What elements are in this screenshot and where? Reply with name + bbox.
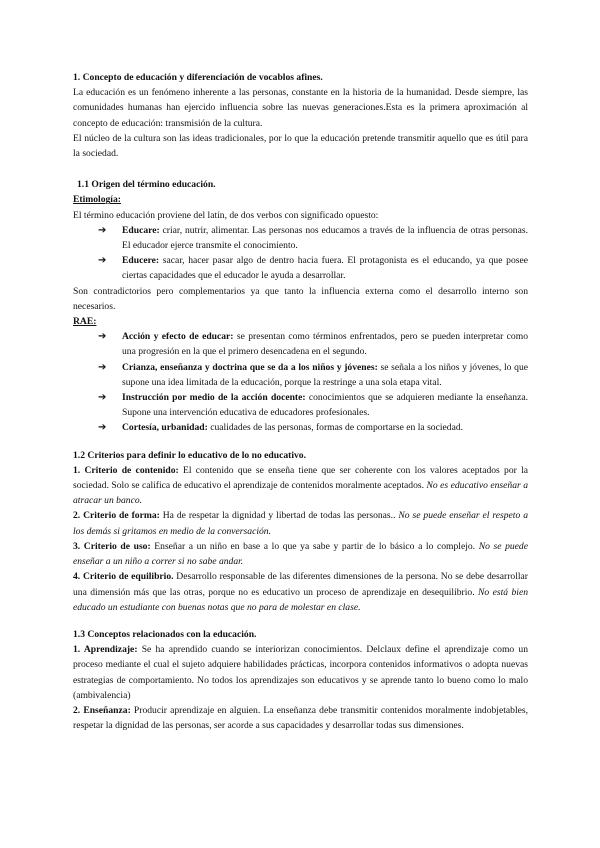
section-1-paragraph-2: El núcleo de la cultura son las ideas tradicionales, por lo que la educación pretende transmitir aquello que es útil para la sociedad. [73,132,528,160]
list-item-text: se presentan como términos enfrentados, pero se pueden interpretar como una progresión en la que el primero desencadena en el segundo. [122,331,528,358]
etimologia-list [73,223,528,284]
arrow-icon: ➔ [98,392,107,404]
concepto-term: 2. Enseñanza: [73,704,131,716]
criterio-contenido [73,463,528,509]
list-item-term: Instrucción por medio de la acción docente: [122,392,306,404]
criterio-example: No se puede enseñar a un niño a correr si no sabe andar. [73,540,528,568]
arrow-icon: ➔ [98,224,107,236]
criterio-example: No está bien educado un estudiante con buenas notas que no para de molestar en clase. [73,586,529,613]
concepto-text: Producir aprendizaje en alguien. La enseñanza debe transmitir contenidos moralmente indobjetables, respetar la dignidad de las personas, ser acorde a sus capacidades y desarrollar todas sus dimensiones. [73,704,529,732]
criterio-term: 1. Criterio de contenido: [73,464,179,476]
arrow-icon: ➔ [98,331,107,343]
section-1-2-title: 1.2 Criterios para definir lo educativo de lo no educativo. [73,449,306,461]
criterio-text: El contenido que se enseña tiene que ser coherente con los valores aceptados por la sociedad. Solo se califica de educativo el aprendizaje de contenidos moralmente aceptados. [73,464,528,492]
concepto-text: Se ha aprendido cuando se interiorizan conocimientos. Delclaux define el aprendizaje como un proceso mediante el cual el sujeto adquiere habilidades prácticas, incorpora contenidos informativos o adopta nuevas estrategias de comportamiento. No todos los aprendizajes son educativos y se aprende tanto lo bueno como lo malo (ambivalencia) [73,644,528,701]
document-page [73,70,528,733]
criterio-text: Desarrollo responsable de las diferentes dimensiones de la persona. No se debe desarrollar una dimensión más que las otras, porque no es educativo un proceso de aprendizaje en desequilibrio. [73,571,528,598]
arrow-icon: ➔ [98,361,107,373]
criterio-example: No se puede enseñar el respeto a los demás si gritamos en medio de la conversación. [73,510,528,537]
criterio-text: Enseñar a un niño en base a lo que ya sabe y partir de lo básico a lo complejo. [150,540,479,552]
list-item [98,223,528,253]
list-item-text: sacar, hacer pasar algo de dentro hacia fuera. El protagonista es el educando, ya que posee ciertas capacidades que el educador le ayuda a desarrollar. [122,255,528,282]
etimologia-outro: Son contradictorios pero complementarios ya que tanto la influencia externa como el desarrollo interno son necesarios. [73,285,528,312]
section-1-3-title: 1.3 Conceptos relacionados con la educación. [73,628,257,640]
arrow-icon: ➔ [98,255,107,267]
list-item-text: criar, nutrir, alimentar. Las personas nos educamos a través de la influencia de otras personas. El educador ejerce transmite el conocimiento. [122,224,528,252]
list-item [98,390,528,420]
arrow-icon: ➔ [98,422,107,434]
list-item [98,253,528,283]
criterio-text: Ha de respetar la dignidad y libertad de todas las personas.. [159,510,399,522]
etimologia-label: Etimología: [73,194,121,206]
criterio-uso [73,539,528,569]
criterio-example: No es educativo enseñar a atracar un banco. [73,480,528,507]
concepto-ensenanza [73,703,528,733]
list-item-term: Educere: [122,255,160,267]
section-1-title: 1. Concepto de educación y diferenciación de vocablos afines. [73,72,323,83]
list-item-term: Educare: [122,224,160,236]
list-item-text: se señala a los niños y jóvenes, lo que supone una idea limitada de la educación, porque la restringe a una sola etapa vital. [122,361,528,388]
list-item-term: Acción y efecto de educar: [122,331,234,343]
criterio-term: 3. Criterio de uso: [73,540,151,552]
concepto-aprendizaje [73,642,528,703]
list-item [98,420,528,435]
list-item [98,329,528,359]
rae-label: RAE: [73,316,97,328]
criterio-equilibrio [73,569,528,615]
list-item-term: Crianza, enseñanza y doctrina que se da a los niños y jóvenes: [122,361,378,373]
rae-list [73,329,528,435]
list-item-text: cualidades de las personas, formas de comportarse en la sociedad. [207,422,464,434]
list-item [98,360,528,390]
criterio-term: 4. Criterio de equilibrio. [73,571,174,583]
criterio-term: 2. Criterio de forma: [73,510,160,522]
concepto-term: 1. Aprendizaje: [73,644,138,656]
section-1-1-title: 1.1 Origen del término educación. [77,179,216,191]
list-item-text: conocimientos que se adquieren mediante la enseñanza. Supone una intervención educativa de educadores profesionales. [122,392,528,419]
etimologia-intro: El término educación proviene del latín, de dos verbos con significado opuesto: [73,209,379,221]
criterio-forma [73,508,528,538]
list-item-term: Cortesía, urbanidad: [122,422,208,434]
section-1-paragraph-1: La educación es un fenómeno inherente a las personas, constante en la historia de la humanidad. Desde siempre, las comunidades humanas han ejercido influencia sobre las nuevas generaciones.Esta es la primera aproximación al concepto de educación: transmisión de la cultura. [73,87,528,129]
